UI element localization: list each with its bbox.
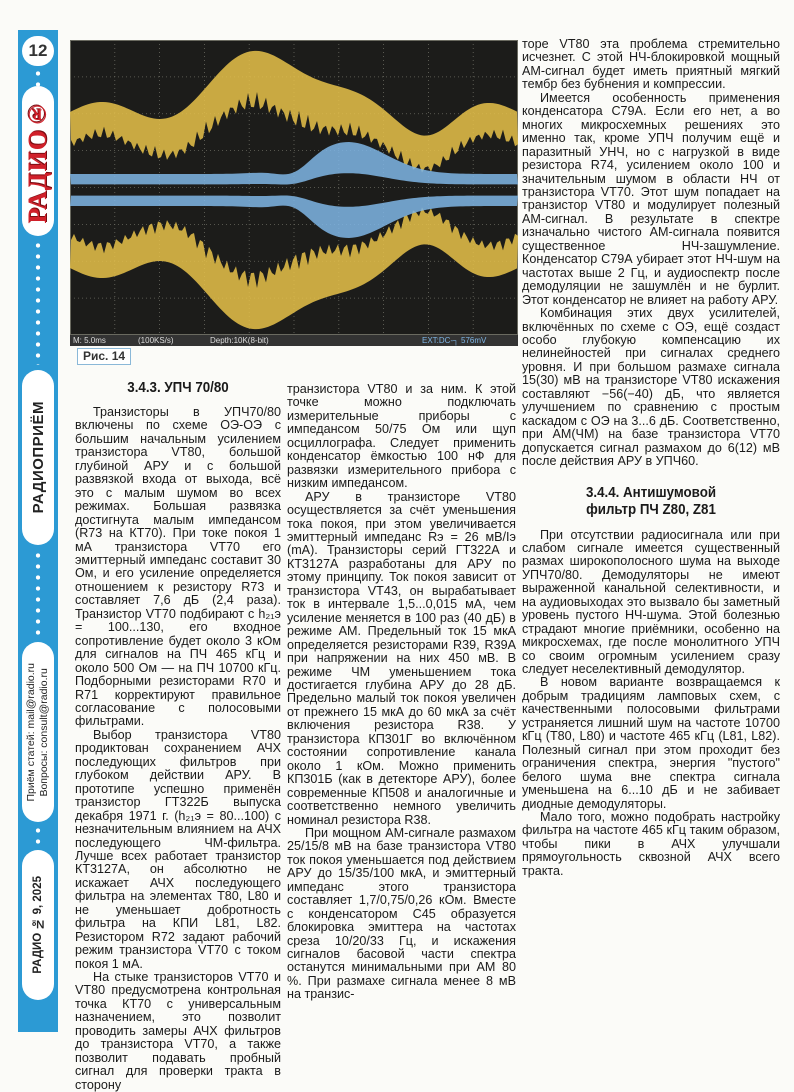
divider-dots <box>35 825 41 847</box>
oscilloscope-status-bar <box>70 335 518 346</box>
paragraph: На стыке транзисторов VT70 и VT80 предусмотрена контрольная точка КТ70 с универсальным назначением, это позволит проводить замеры АЧХ фильтров до транзистора VT70, а также позволит подавать пробный сигнал для проверки тракта в сторону <box>75 970 281 1092</box>
paragraph: торе VT80 эта проблема стремительно исчезнет. С этой НЧ-блокировкой мощный АМ-сигнал будет иметь приятный мягкий тембр без бубнения и компрессии. <box>522 37 780 92</box>
timebase: M: 5.0ms <box>73 336 106 345</box>
contacts <box>22 642 54 822</box>
section-text: РАДИОПРИЁМ <box>29 401 47 514</box>
section-heading: 3.4.3. УПЧ 70/80 <box>127 380 229 396</box>
oscilloscope-figure <box>70 40 518 346</box>
figure-caption: Рис. 14 <box>77 348 131 365</box>
page-number: 12 <box>22 36 54 66</box>
sidebar <box>18 30 58 1032</box>
paragraph: В новом варианте возвращаемся к добрым традициям ламповых схем, с качественными полосовыми фильтрами устраняется лишний шум на частоте 10700 кГц (Т80, L80) и частоте 465 кГц (L81, L82). Полезный сигнал при этом проходит без ограничения спектра, энергия "пустого" белого шума вне спектра сигнала уменьшена на 6...10 дБ и не забивает диодные демодуляторы. <box>522 675 780 811</box>
divider-dots <box>35 550 41 638</box>
trace-yellow-band <box>70 207 518 329</box>
paragraph: транзистора VT80 и за ним. К этой точке можно подключать измерительные приборы с импедансом 50/75 Ом или щуп осциллографа. Следует применить конденсатор ёмкостью 100 нФ для развязки измерительного прибора с низким импедансом. <box>287 382 516 491</box>
paragraph: АРУ в транзисторе VT80 осуществляется за счёт уменьшения тока покоя, при этом увеличивается эмиттерный импеданс Rэ = 26 мВ/Iэ (mA). Транзисторы серий ГТ322А и КТ3127А разработаны для АРУ по этому принципу. Ток покоя зависит от транзистора VT43, он вырабатывает ток в интервале 1,5...0,015 мА, чем усиление меняется в 100 раз (40 дБ) в режиме АМ. Предельный ток 15 мкА определяется резисторами R39, R39A при напряжении на них 450 мВ. В режиме ЧМ уменьшением тока достигается глубина АРУ до 28 дБ. Предельно малый ток покоя увеличен от прежнего 15 мкА до 60 мкА за счёт включения резистора R38. У транзистора КП301Г во включённом состоянии сопротивление канала около 1 кОм. Можно применить КП301Б (как в детекторе АРУ), более современные КП508 и аналогичные и соответственно немного увеличить номинал резистора R38. <box>287 489 516 827</box>
divider-dots <box>35 68 41 86</box>
contact-questions: Вопросы: consult@radio.ru <box>38 667 50 797</box>
issue-text: РАДИО № 9, 2025 <box>32 876 44 974</box>
heading-line: фильтр ПЧ Z80, Z81 <box>586 501 716 518</box>
logo-text: РАДИО® <box>23 98 52 224</box>
sample-rate: (100KS/s) <box>138 336 174 345</box>
issue-label <box>22 850 54 1000</box>
contact-submissions: Приём статей: mail@radio.ru <box>25 662 37 802</box>
text-column-1 <box>75 380 281 1092</box>
text-column-3 <box>522 38 780 878</box>
paragraph: Имеется особенность применения конденсатора С79А. Если его нет, а во многих микросхемных решениях это именно так, кроме УПЧ получим ещё и паразитный УНЧ, но с нагрузкой в виде резистора R74, усилением около 100 и значительным шумом в области НЧ от транзистора VT70. Этот шум попадает на транзистор VT80 и модулирует полезный АМ-сигнал. В результате в спектре изначально чистого АМ-сигнала появится существенное НЧ-зашумление. Конденсатор С79А убирает этот НЧ-шум на частотах выше 2 Гц, и аудиоспектр после демодуляции не зашумлён и не бурлит. Этот конденсатор не влияет на работу АРУ. <box>522 90 780 307</box>
memory-depth: Depth:10K(8-bit) <box>210 336 269 345</box>
section-heading <box>532 485 769 519</box>
section-label <box>22 370 54 545</box>
trigger-info: EXT:DC-┐ 576mV <box>422 336 487 345</box>
divider-dots <box>35 240 41 365</box>
magazine-logo <box>22 86 54 236</box>
paragraph: Транзисторы в УПЧ70/80 включены по схеме ОЭ-ОЭ с большим начальным усилением транзистора VT80, большой глубиной АРУ и с большой развязкой входа от выхода, всё это с малым шумом во всех режимах. Большая развязка достигнута малым импедансом (R73 на КТ70). При токе покоя 1 мА транзистора VT70 его эмиттерный импеданс составит 30 Ом, и его усиление определяется отношением к резистору R73 и составляет 7,6 дБ (2,4 раза). Транзистор VT70 подбирают с h₂₁э = 100...130, его входное сопротивление будет около 3 кОм для сигналов на ПЧ 465 кГц и около 500 Ом — на ПЧ 10700 кГц. Подборными резисторами R70 и R71 корректируют правильное согласование с полосовыми фильтрами. <box>75 405 281 729</box>
paragraph: Комбинация этих двух усилителей, включённых по схеме с ОЭ, ещё создаст особо глубокую компенсацию их нелинейностей при сигналах среднего уровня. И при большом размахе сигнала 15(30) мВ на транзисторе VT80 искажения составляют −56(−40) дБ, что является улучшением по сравнению с простым каскадом с ОЭ на 3...6 дБ. Соответственно, при АМ(ЧМ) на базе транзистора VT70 допускается сигнал размахом до 6(12) мВ после действия АРУ в УПЧ60. <box>522 306 780 469</box>
text-column-2 <box>287 383 516 1002</box>
trace-yellow-band <box>70 51 518 173</box>
paragraph: При отсутствии радиосигнала или при слабом сигнале имеется существенный размах широкополосного шума на выходе УПЧ70/80. Демодуляторы не имеют выраженной канальной селективности, и на аудиовыходах это вызвало бы заметный уровень пустого НЧ-шума. Этой болезнью страдают многие приёмники, особенно на микросхемах, где после монолитного УПЧ со своим огромным усилением сразу следует неселективный демодулятор. <box>522 527 780 677</box>
paragraph: Выбор транзистора VT80 продиктован сохранением АЧХ последующих фильтров при глубоком действии АРУ. В прототипе успешно применён транзистор ГТ322Б выпуска декабря 1971 г. (h₂₁э = 80...100) с незначительным влиянием на АЧХ последующего ЧМ-фильтра. Лучше всех работает транзистор КТ3127А, он абсолютно не искажает АЧХ последующего фильтра на элементах Т80, L80 и не уменьшает добротность фильтра на КПИ L81, L82. Резистором R72 задают рабочий режим транзистора VT70 с током покоя 1 мА. <box>75 727 281 971</box>
paragraph: При мощном АМ-сигнале размахом 25/15/8 мВ на базе транзистора VT80 ток покоя уменьшается под действием АРУ до 15/35/100 мкА, и эмиттерный импеданс этого транзистора составляет 1,7/0,75/0,26 кОм. Вместе с конденсатором С45 образуется блокировка эмиттера на частотах среза 10/20/33 Гц, и искажения сигналов басовой части спектра останутся минимальными при АМ 80 %. При размахе сигнала менее 8 мВ на транзис- <box>287 825 516 1002</box>
paragraph: Мало того, можно подобрать настройку фильтра на частоте 465 кГц таким образом, чтобы пики в АЧХ улучшали прямоугольность сквозной АЧХ всего тракта. <box>522 810 780 878</box>
oscilloscope-traces <box>70 40 518 335</box>
heading-line: 3.4.4. Антишумовой <box>585 484 717 501</box>
contacts-text <box>25 663 51 802</box>
